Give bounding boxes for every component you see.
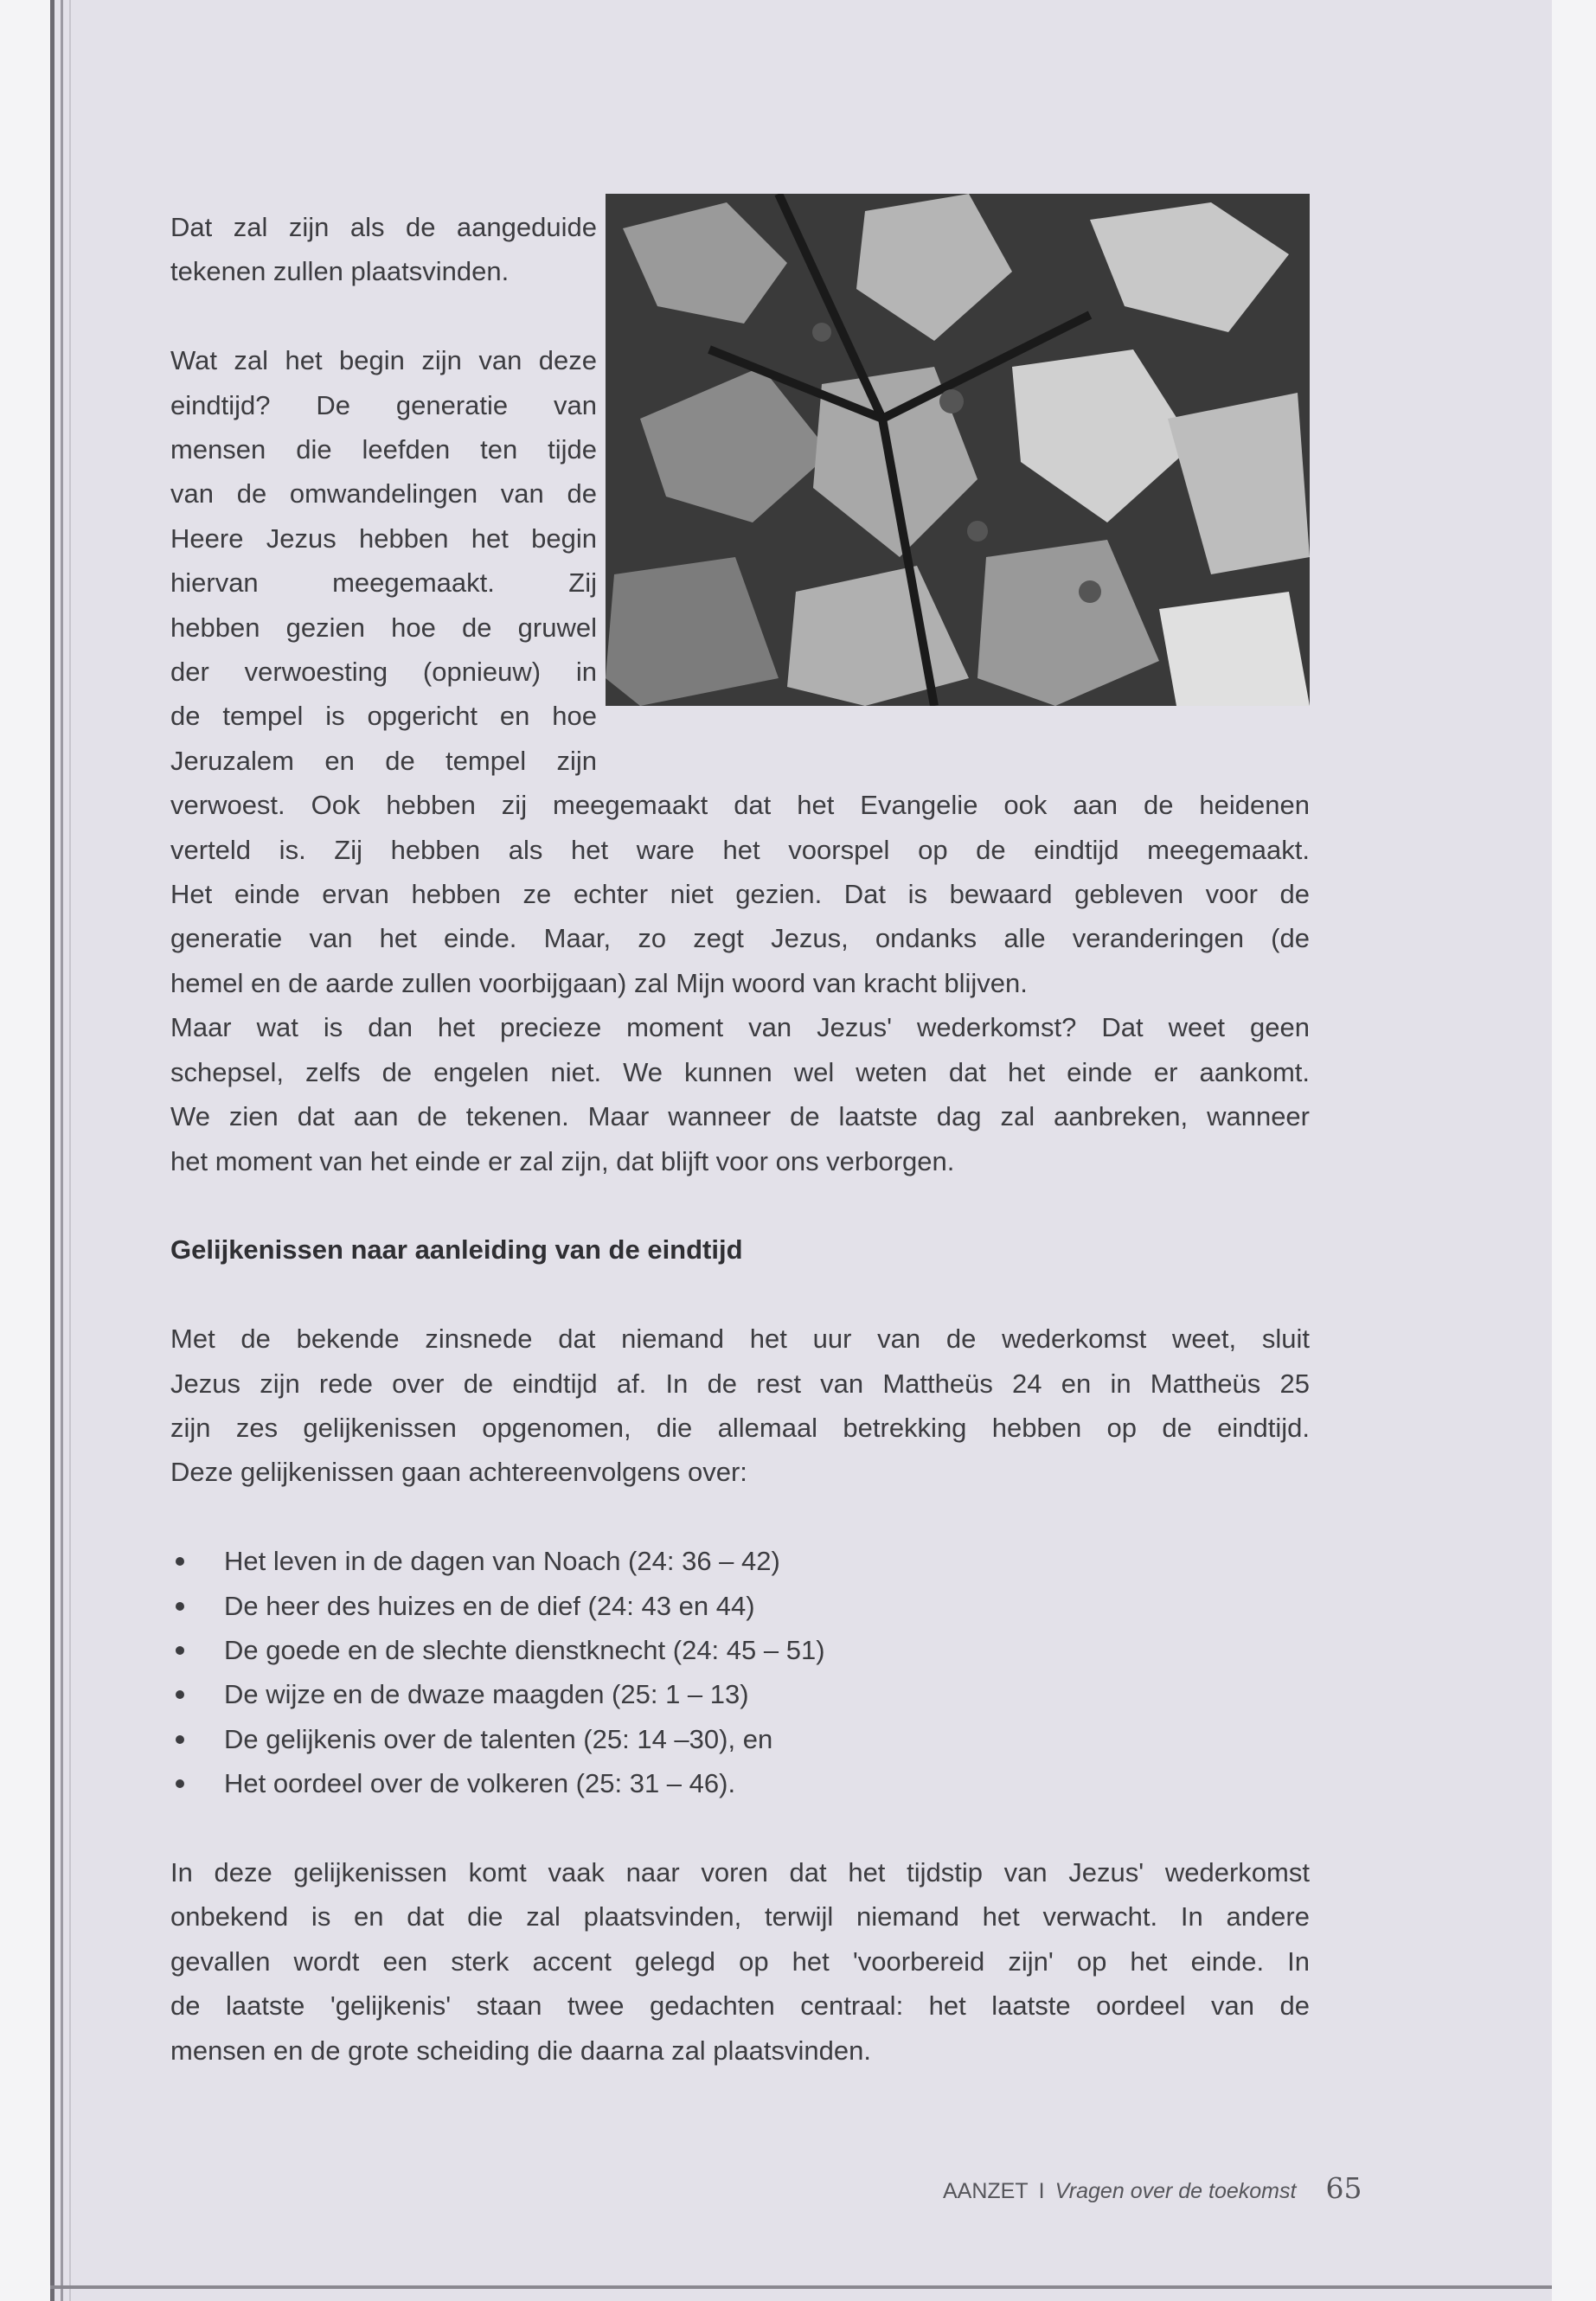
series-name: AANZET xyxy=(943,2179,1029,2203)
spacer xyxy=(170,1495,1310,1539)
text-line: gevallen wordt een sterk accent gelegd op het 'voorbereid zijn' op het einde. In xyxy=(170,1945,1310,1977)
book-title: Vragen over de toekomst xyxy=(1054,2179,1297,2203)
bullet-text: Het leven in de dagen van Noach (24: 36 – 42) xyxy=(224,1546,780,1577)
bullet-text: De heer des huizes en de dief (24: 43 en 44) xyxy=(224,1590,755,1621)
text-line: van de omwandelingen van de xyxy=(170,478,597,510)
bullet-icon xyxy=(176,1735,184,1744)
bullet-text: De goede en de slechte dienstknecht (24: 45 – 51) xyxy=(224,1634,825,1665)
bullet-icon xyxy=(176,1557,184,1566)
text-line: zijn zes gelijkenissen opgenomen, die allemaal betrekking hebben op de eindtijd. xyxy=(170,1412,1310,1443)
text-line: Deze gelijkenissen gaan achtereenvolgens over: xyxy=(170,1457,747,1488)
section-heading: Gelijkenissen naar aanleiding van de eindtijd xyxy=(170,1234,743,1266)
text-line: Jezus zijn rede over de eindtijd af. In de rest van Mattheüs 24 en in Mattheüs 25 xyxy=(170,1368,1310,1399)
text-line: der verwoesting (opnieuw) in xyxy=(170,657,597,688)
text-line: generatie van het einde. Maar, zo zegt Jezus, ondanks alle veranderingen (de xyxy=(170,923,1310,954)
bullet-item xyxy=(170,1717,1310,1761)
text-line: In deze gelijkenissen komt vaak naar voren dat het tijdstip van Jezus' wederkomst xyxy=(170,1856,1310,1888)
bullet-item xyxy=(170,1584,1310,1628)
text-line: Dat zal zijn als de aangeduide xyxy=(170,212,597,242)
bullet-item xyxy=(170,1672,1310,1716)
page-edge xyxy=(69,0,71,2301)
bullet-item xyxy=(170,1761,1310,1805)
bullet-text: De wijze en de dwaze maagden (25: 1 – 13) xyxy=(224,1679,749,1710)
text-line: de tempel is opgericht en hoe xyxy=(170,701,597,732)
spacer xyxy=(170,294,1310,338)
text-line: Jeruzalem en de tempel zijn xyxy=(170,745,597,776)
page-edge xyxy=(50,0,54,2301)
bullet-item xyxy=(170,1628,1310,1672)
bullet-icon xyxy=(176,1690,184,1699)
bullet-icon xyxy=(176,1779,184,1788)
text-line: mensen en de grote scheiding die daarna zal plaatsvinden. xyxy=(170,2035,871,2066)
text-line: We zien dat aan de tekenen. Maar wanneer de laatste dag zal aanbreken, wanneer xyxy=(170,1101,1310,1132)
text-line: verwoest. Ook hebben zij meegemaakt dat het Evangelie ook aan de heidenen xyxy=(170,790,1310,821)
bullet-icon xyxy=(176,1602,184,1611)
text-line: de laatste 'gelijkenis' staan twee gedachten centraal: het laatste oordeel van de xyxy=(170,1990,1310,2022)
spacer xyxy=(170,1272,1310,1317)
text-line: tekenen zullen plaatsvinden. xyxy=(170,256,510,287)
page-edge xyxy=(61,0,63,2301)
body-text xyxy=(170,205,1310,2073)
text-line: hiervan meegemaakt. Zij xyxy=(170,567,597,599)
bullet-text: Het oordeel over de volkeren (25: 31 – 46). xyxy=(224,1768,736,1799)
text-line: onbekend is en dat die zal plaatsvinden, terwijl niemand het verwacht. In andere xyxy=(170,1901,1310,1932)
text-line: eindtijd? De generatie van xyxy=(170,389,597,420)
bullet-text: De gelijkenis over de talenten (25: 14 –30), en xyxy=(224,1723,773,1754)
text-line: Heere Jezus hebben het begin xyxy=(170,522,597,554)
text-line: Wat zal het begin zijn van deze xyxy=(170,345,597,376)
text-line: hebben gezien hoe de gruwel xyxy=(170,612,597,643)
page-edge xyxy=(50,2285,1552,2289)
text-line: het moment van het einde er zal zijn, dat blijft voor ons verborgen. xyxy=(170,1145,955,1176)
footer-separator: I xyxy=(1038,2179,1045,2203)
text-line: hemel en de aarde zullen voorbijgaan) zal Mijn woord van kracht blijven. xyxy=(170,967,1028,998)
text-line: Het einde ervan hebben ze echter niet gezien. Dat is bewaard gebleven voor de xyxy=(170,879,1310,910)
text-line: schepsel, zelfs de engelen niet. We kunnen wel weten dat het einde er aankomt. xyxy=(170,1056,1310,1087)
text-line: Met de bekende zinsnede dat niemand het uur van de wederkomst weet, sluit xyxy=(170,1324,1310,1355)
spacer xyxy=(170,1806,1310,1850)
text-line: verteld is. Zij hebben als het ware het voorspel op de eindtijd meegemaakt. xyxy=(170,834,1310,865)
text-line: mensen die leefden ten tijde xyxy=(170,434,597,465)
bullet-icon xyxy=(176,1646,184,1655)
page-number: 65 xyxy=(1325,2171,1362,2205)
spacer xyxy=(170,1183,1310,1227)
page-footer xyxy=(943,2171,1362,2205)
bullet-item xyxy=(170,1539,1310,1583)
text-line: Maar wat is dan het precieze moment van Jezus' wederkomst? Dat weet geen xyxy=(170,1012,1310,1043)
